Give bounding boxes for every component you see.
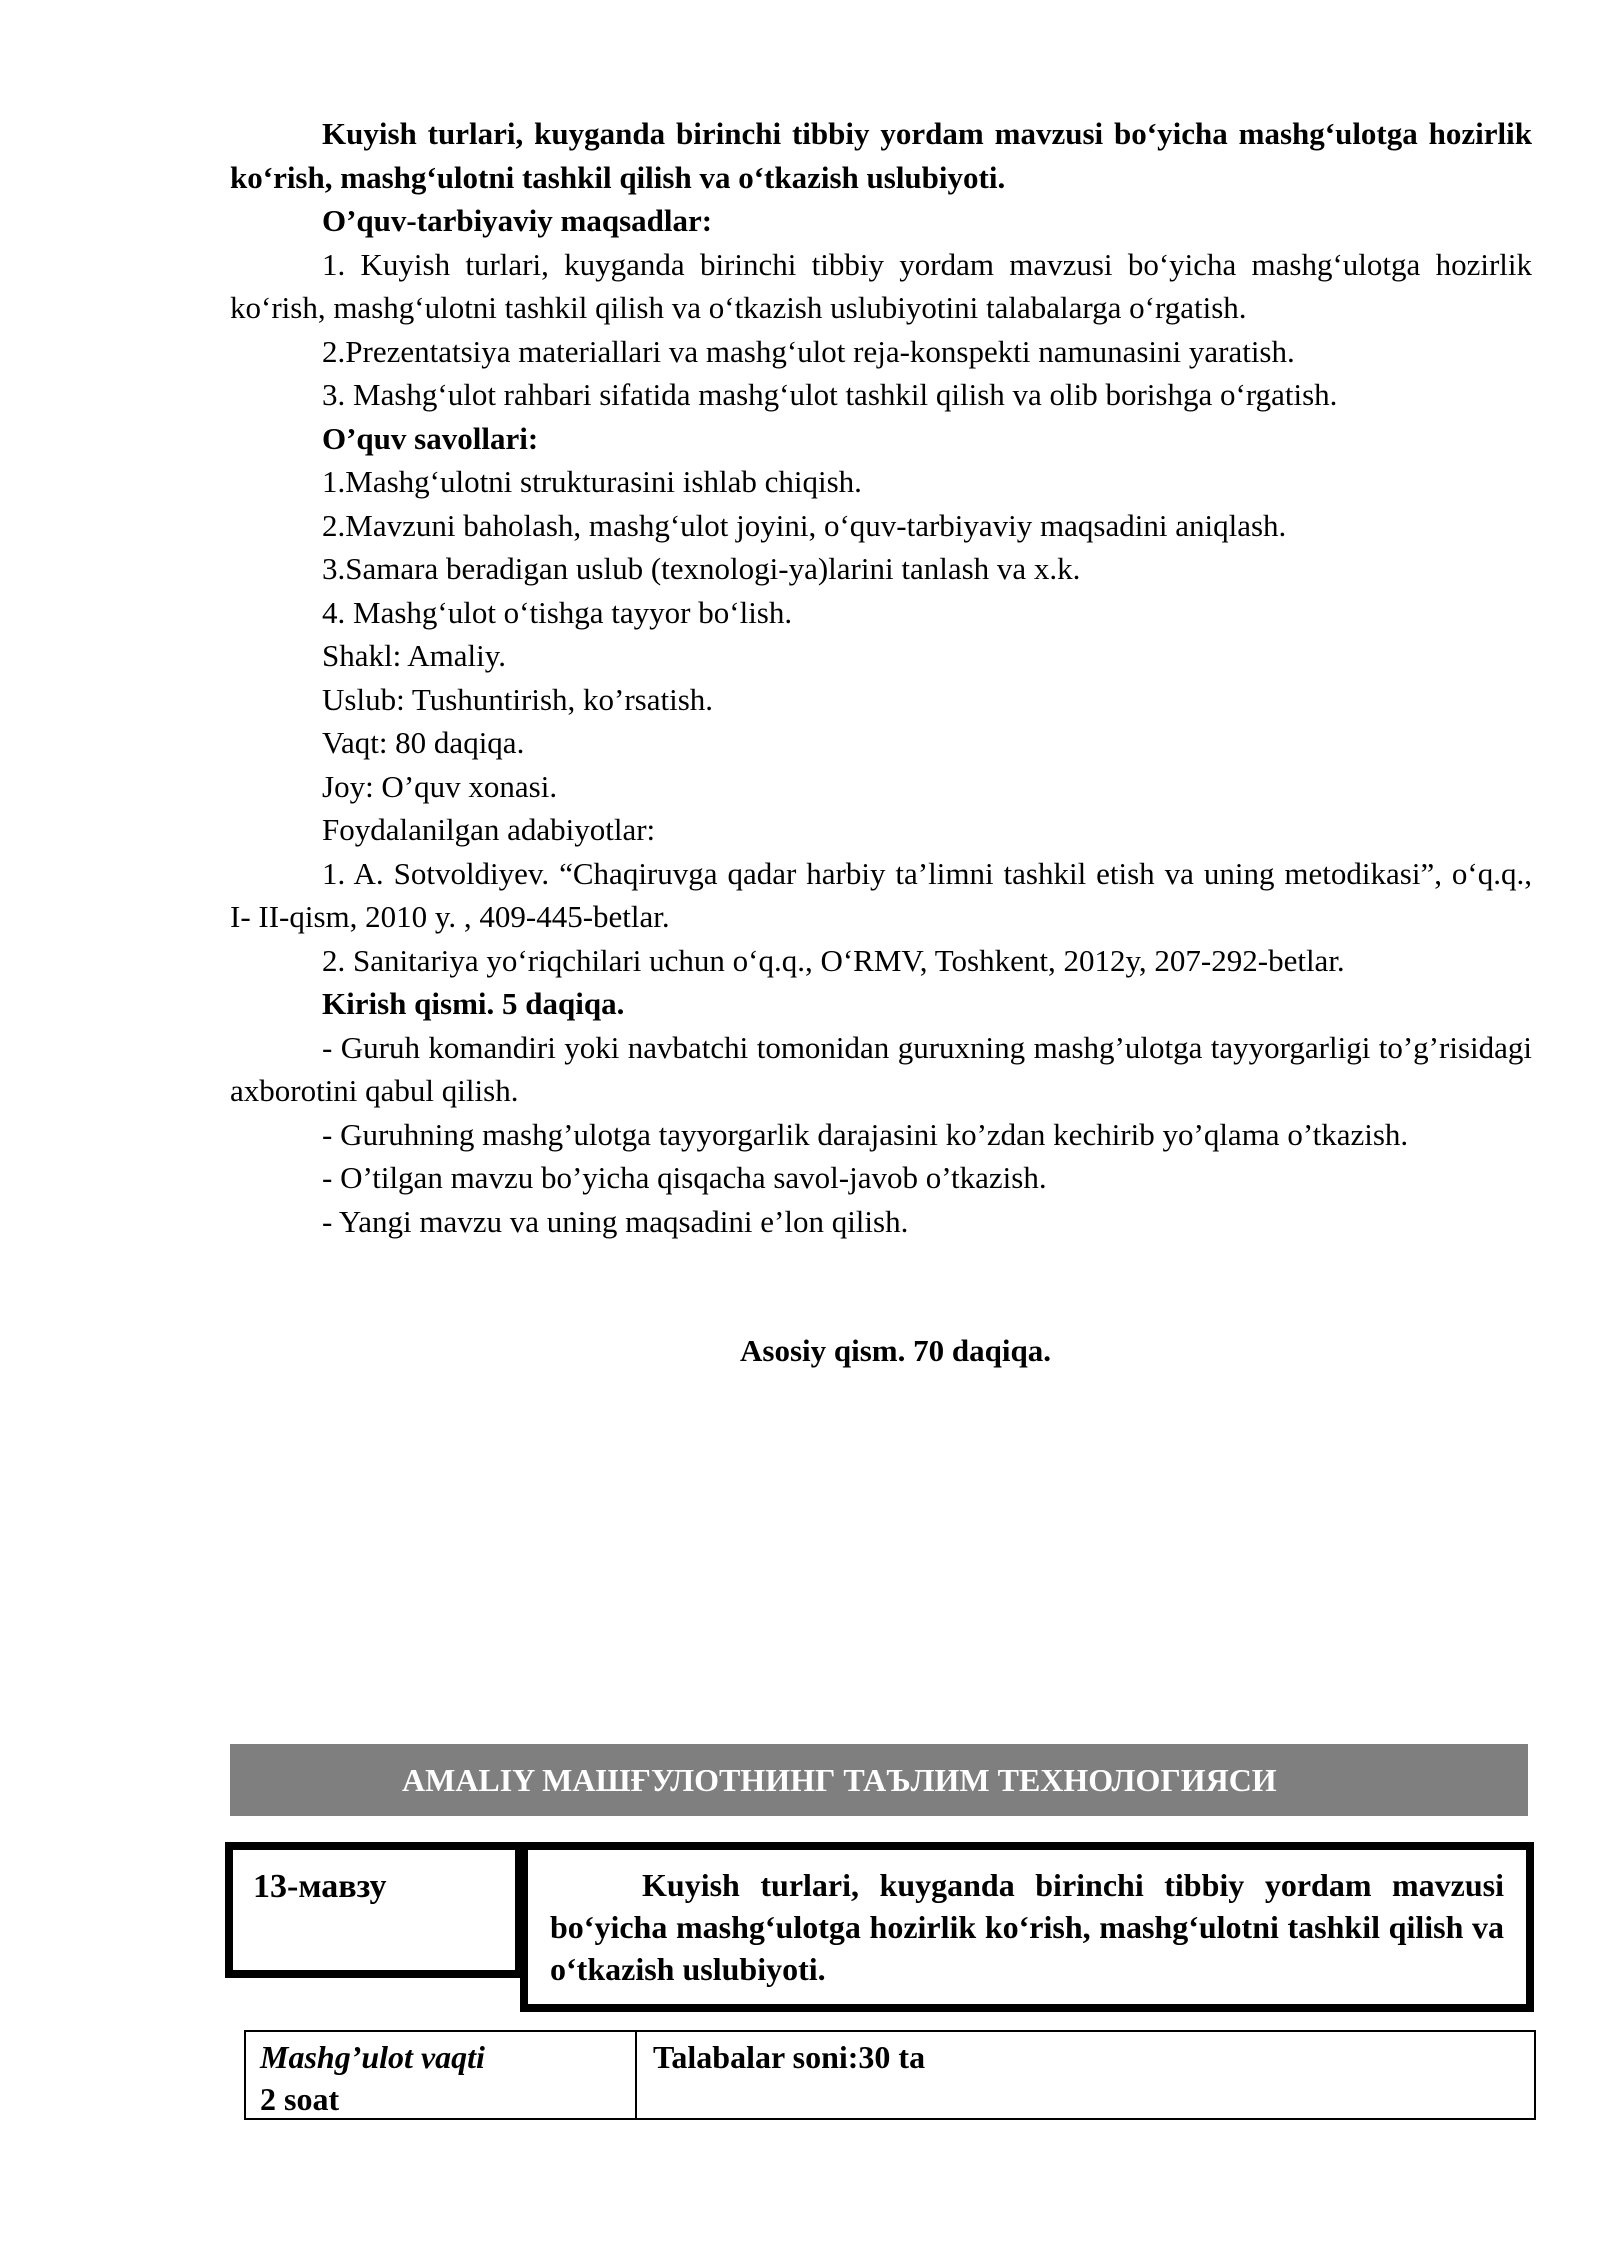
- objective-item: 3. Mashg‘ulot rahbari sifatida mashg‘ulot tashkil qilish va olib borishga o‘rgatish.: [322, 377, 1338, 412]
- time-line: Vaqt: 80 daqiqa.: [322, 725, 525, 760]
- topic-number: 13-мавзу: [253, 1868, 387, 1905]
- intro-item: - O’tilgan mavzu bo’yicha qisqacha savol-javob o’tkazish.: [322, 1160, 1047, 1195]
- duration-value: 2 soat: [260, 2081, 340, 2117]
- literature-item: 2. Sanitariya yo‘riqchilari uchun o‘q.q., O‘RMV, Toshkent, 2012y, 207-292-betlar.: [322, 942, 1345, 978]
- document-title: Kuyish turlari, kuyganda birinchi tibbiy yordam mavzusi bo‘yicha mashg‘ulotga hozirlik ko‘rish, mashg‘ulotni tashkil qilish va o‘tkazish uslubiyoti.: [230, 116, 1532, 195]
- session-info-table: [244, 2030, 1536, 2120]
- place-line: Joy: O’quv xonasi.: [322, 768, 558, 804]
- students-cell: [637, 2032, 925, 2118]
- technology-banner: AMALIY МАШҒУЛОТНИНГ ТАЪЛИМ ТЕХНОЛОГИЯСИ: [230, 1744, 1528, 1816]
- topic-title-box: [520, 1842, 1534, 2012]
- question-item: 1.Mashg‘ulotni strukturasini ishlab chiqish.: [322, 464, 862, 499]
- topic-number-box: [225, 1842, 523, 1978]
- document-body: [230, 112, 1532, 1373]
- students-count: Talabalar soni:30 ta: [653, 2039, 926, 2075]
- intro-item: - Guruhning mashg’ulotga tayyorgarlik darajasini ko’zdan kechirib yo’qlama o’tkazish.: [322, 1116, 1409, 1152]
- duration-label: Mashg’ulot vaqti: [260, 2039, 485, 2075]
- objective-item: 2.Prezentatsiya materiallari va mashg‘ulot reja-konspekti namunasini yaratish.: [322, 333, 1295, 369]
- intro-item: - Yangi mavzu va uning maqsadini e’lon qilish.: [322, 1203, 909, 1239]
- method-line: Uslub: Tushuntirish, ko’rsatish.: [322, 681, 714, 717]
- question-item: 3.Samara beradigan uslub (texnologi-ya)larini tanlash va x.k.: [322, 551, 1081, 586]
- topic-title: Kuyish turlari, kuyganda birinchi tibbiy yordam mavzusi bo‘yicha mashg‘ulotga hozirlik ko‘rish, mashg‘ulotni tashkil qilish va o‘tkazish uslubiyoti.: [550, 1867, 1504, 1987]
- literature-heading: Foydalanilgan adabiyotlar:: [322, 812, 656, 847]
- literature-item: 1. A. Sotvoldiyev. “Chaqiruvga qadar harbiy ta’limni tashkil etish va uning metodikasi”, o‘q.q., I- II-qism, 2010 y. , 409-445-betlar.: [230, 855, 1532, 934]
- main-part-heading: Asosiy qism. 70 daqiqa.: [740, 1333, 1051, 1368]
- intro-item: - Guruh komandiri yoki navbatchi tomonidan guruxning mashg’ulotga tayyorgarligi to’g’risidagi axborotini qabul qilish.: [230, 1029, 1532, 1108]
- objectives-heading: O’quv-tarbiyaviy maqsadlar:: [322, 203, 713, 238]
- intro-heading: Kirish qismi. 5 daqiqa.: [322, 986, 625, 1021]
- question-item: 2.Mavzuni baholash, mashg‘ulot joyini, o‘quv-tarbiyaviy maqsadini aniqlash.: [322, 507, 1287, 543]
- objective-item: 1. Kuyish turlari, kuyganda birinchi tibbiy yordam mavzusi bo‘yicha mashg‘ulotga hozirlik ko‘rish, mashg‘ulotni tashkil qilish va o‘tkazish uslubiyotini talabalarga o‘rgatish.: [230, 246, 1532, 325]
- duration-cell: [246, 2032, 637, 2118]
- question-item: 4. Mashg‘ulot o‘tishga tayyor bo‘lish.: [322, 594, 793, 630]
- form-line: Shakl: Amaliy.: [322, 638, 506, 673]
- questions-heading: O’quv savollari:: [322, 420, 539, 456]
